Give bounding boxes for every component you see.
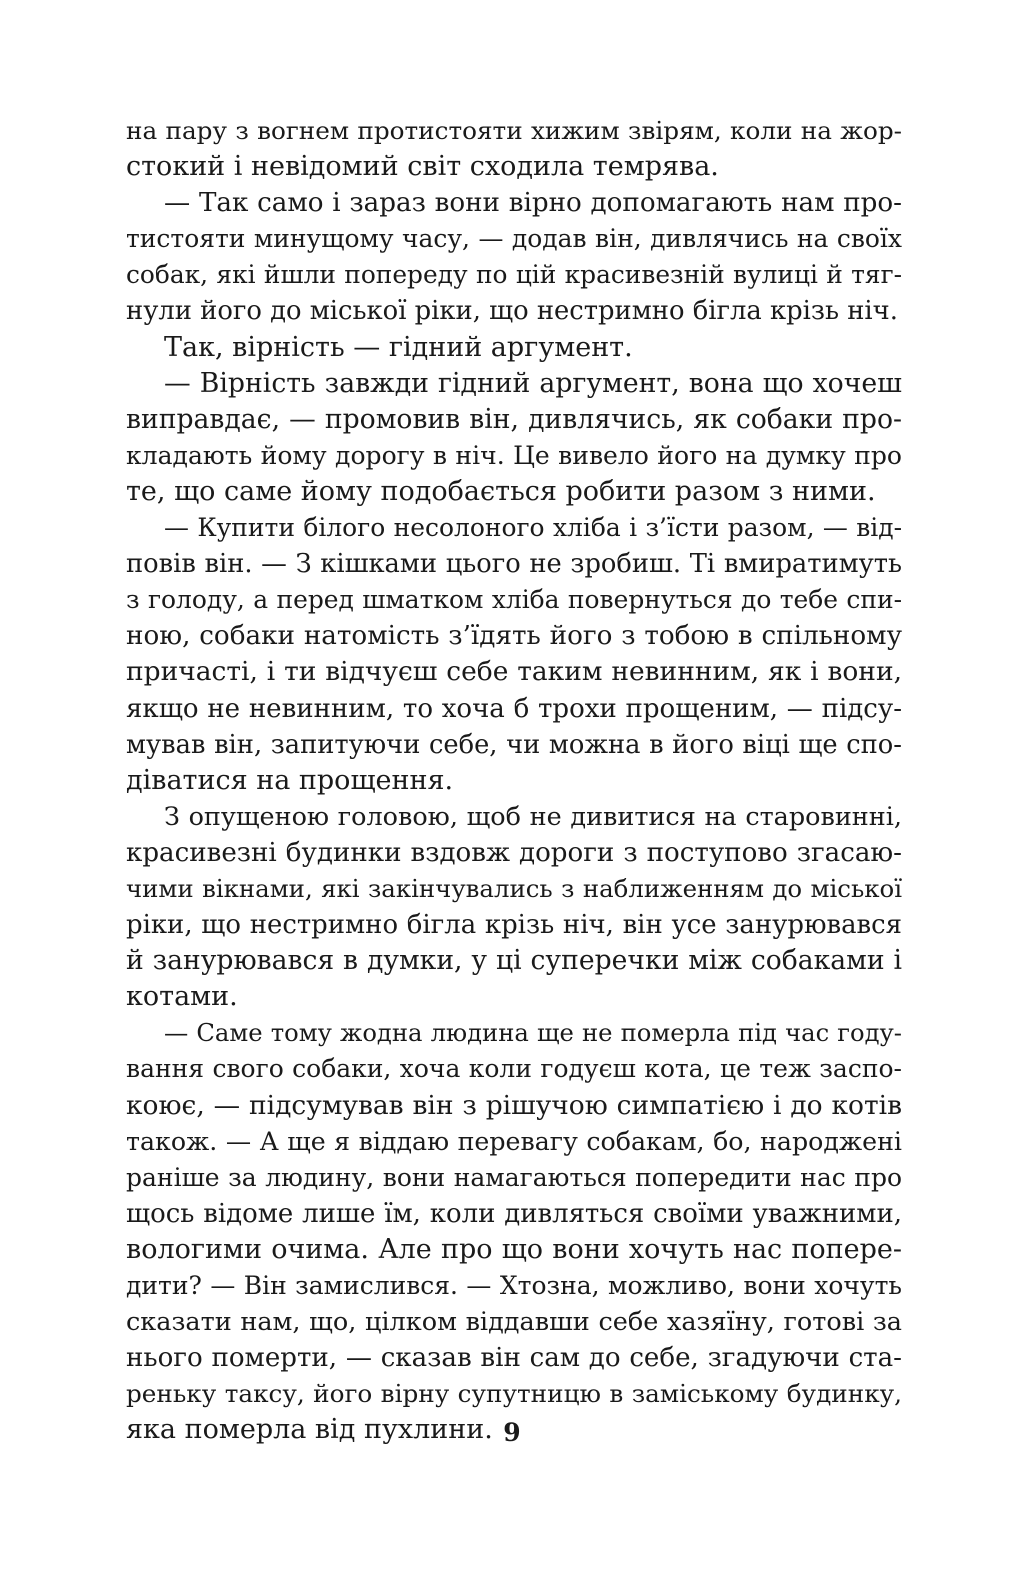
text-line: мував він, запитуючи себе, чи можна в його віці ще спо-	[126, 729, 902, 760]
text-line: дити? — Він замислився. — Хтозна, можливо, вони хочуть	[126, 1271, 902, 1300]
text-line: З опущеною головою, щоб не дивитися на старовинні,	[164, 801, 902, 832]
text-line: нули його до міської ріки, що нестримно бігла крізь ніч.	[126, 296, 898, 327]
text-line: — Так само і зараз вони вірно допомагають нам про-	[164, 188, 902, 219]
text-line: нього померти, — сказав він сам до себе, згадуючи ста-	[126, 1343, 902, 1374]
text-line: й занурювався в думки, у ці суперечки між собаками і	[126, 945, 902, 977]
text-line: також. — А ще я віддаю перевагу собакам, бо, народжені	[126, 1126, 902, 1156]
text-line: котами.	[126, 981, 238, 1013]
text-line: ною, собаки натомість з’їдять його з тобою в спільному	[126, 621, 902, 652]
text-line: щось відоме лише їм, коли дивляться своїми уважними,	[126, 1198, 902, 1229]
text-line: вання свого собаки, хоча коли годуєш кота, це теж заспо-	[126, 1054, 902, 1084]
text-line: реньку таксу, його вірну супутницю в заміському будинку,	[126, 1379, 902, 1409]
text-line: стокий і невідомий світ сходила темрява.	[126, 151, 719, 183]
text-line: сказати нам, що, цілком віддавши себе хазяїну, готові за	[126, 1307, 902, 1338]
text-line: виправдає, — промовив він, дивлячись, як собаки про-	[126, 403, 902, 435]
text-line: якщо не невинним, то хоча б трохи прощеним, — підсу-	[126, 693, 902, 724]
text-line: те, що саме йому подобається робити разом з ними.	[126, 475, 876, 507]
text-line: причасті, і ти відчуєш себе таким невинним, як і вони,	[126, 656, 902, 688]
text-line: — Саме тому жодна людина ще не померла під час году-	[164, 1018, 902, 1048]
text-line: чими вікнами, які закінчувались з наближенням до міської	[126, 873, 902, 903]
text-line: — Вірність завжди гідний аргумент, вона що хочеш	[164, 367, 902, 399]
text-line: красивезні будинки вздовж дороги з поступово згасаю-	[126, 837, 902, 868]
text-line: раніше за людину, вони намагаються попередити нас про	[126, 1162, 902, 1192]
text-line: — Купити білого несолоного хліба і з’їсти разом, — від-	[164, 513, 902, 543]
text-line: повів він. — З кішками цього не зробиш. Ті вмиратимуть	[126, 549, 902, 580]
page-number: 9	[503, 1418, 521, 1447]
body-text	[126, 113, 902, 1448]
text-line: діватися на прощення.	[126, 764, 454, 796]
text-line: коює, — підсумував він з рішучою симпатією і до котів	[126, 1089, 902, 1121]
text-line: Так, вірність — гідний аргумент.	[164, 331, 633, 363]
text-line: яка померла від пухлини.	[126, 1414, 493, 1446]
text-line: тистояти минущому часу, — додав він, дивлячись на своїх	[126, 224, 902, 254]
text-line: на пару з вогнем протистояти хижим звірям, коли на жор-	[126, 116, 902, 145]
text-line: собак, які йшли попереду по цій красивезній вулиці й тяг-	[126, 260, 902, 290]
text-line: з голоду, а перед шматком хліба повернуться до тебе спи-	[126, 585, 902, 615]
text-line: вологими очима. Але про що вони хочуть нас попере-	[126, 1233, 902, 1265]
text-line: ріки, що нестримно бігла крізь ніч, він усе занурювався	[126, 910, 902, 941]
text-line: кладають йому дорогу в ніч. Це вивело його на думку про	[126, 440, 902, 470]
